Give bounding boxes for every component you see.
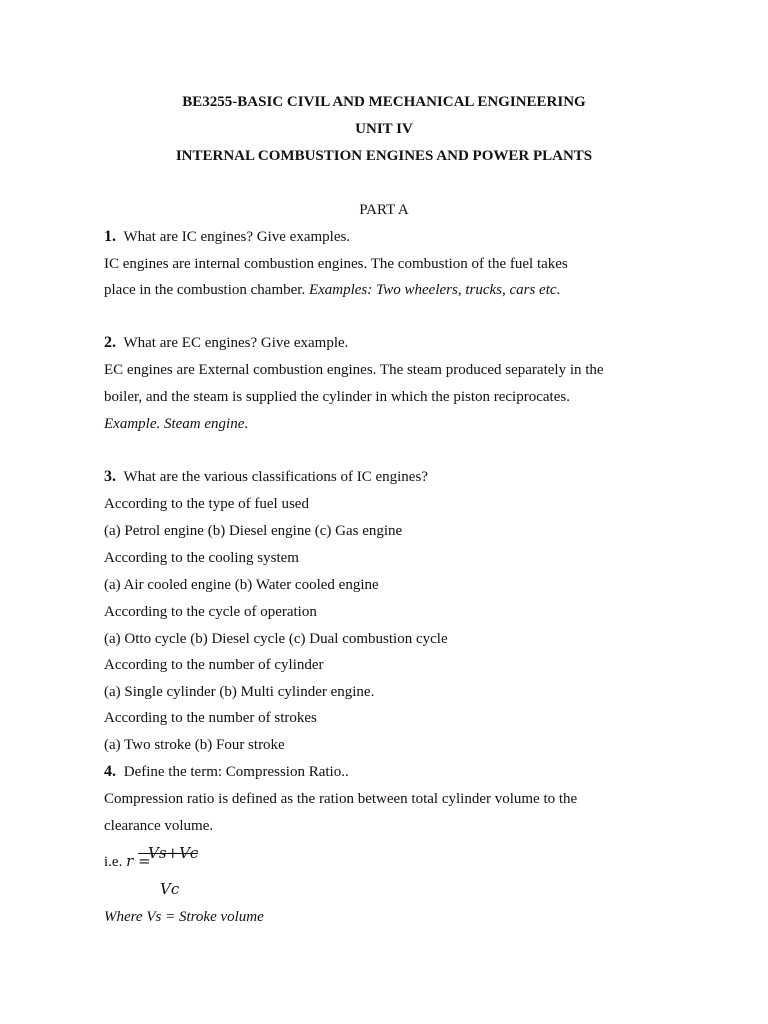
topic-title: INTERNAL COMBUSTION ENGINES AND POWER PLANTS	[175, 148, 593, 164]
classification-line: (a) Two stroke (b) Four stroke	[104, 737, 285, 753]
answer-2-line-1: EC engines are External combustion engines. The steam produced separately in the	[104, 362, 604, 378]
question-number: 2.	[104, 334, 116, 351]
answer-1-line-1: IC engines are internal combustion engines. The combustion of the fuel takes	[104, 256, 568, 272]
answer-text: place in the combustion chamber.	[104, 282, 309, 298]
period: .	[556, 282, 561, 298]
question-4	[104, 762, 349, 782]
answer-4-line-1: Compression ratio is defined as the ration between total cylinder volume to the	[104, 791, 578, 807]
classification-line: According to the type of fuel used	[104, 496, 309, 512]
examples-text: Examples: Two wheelers, trucks, cars etc	[308, 282, 557, 298]
classification-line: According to the number of cylinder	[104, 657, 324, 673]
classification-line: (a) Air cooled engine (b) Water cooled engine	[104, 577, 379, 593]
question-text: What are IC engines? Give examples.	[123, 229, 351, 245]
question-text: What are the various classifications of IC engines?	[123, 469, 428, 485]
classification-line: According to the cooling system	[104, 550, 299, 566]
formula-numerator: Vs+Vc	[148, 844, 199, 862]
where-definition: Where Vs = Stroke volume	[104, 909, 264, 925]
classification-line: (a) Single cylinder (b) Multi cylinder engine.	[104, 684, 375, 700]
question-number: 4.	[104, 763, 116, 780]
part-heading: PART A	[359, 202, 409, 218]
period: .	[244, 416, 249, 432]
course-title: BE3255-BASIC CIVIL AND MECHANICAL ENGINEERING	[182, 94, 586, 110]
question-text: Define the term: Compression Ratio..	[123, 764, 349, 780]
answer-2-line-3	[104, 414, 248, 434]
example-text: Example. Steam engine	[104, 416, 245, 432]
question-number: 1.	[104, 228, 116, 245]
answer-2-line-2: boiler, and the steam is supplied the cylinder in which the piston reciprocates.	[104, 389, 570, 405]
answer-1-line-2	[104, 280, 560, 300]
formula-denominator: Vc	[160, 880, 180, 898]
classification-line: According to the cycle of operation	[104, 604, 317, 620]
classification-line: (a) Petrol engine (b) Diesel engine (c) Gas engine	[104, 523, 403, 539]
formula-lhs: r =	[126, 852, 151, 870]
question-text: What are EC engines? Give example.	[123, 335, 349, 351]
answer-4-line-2: clearance volume.	[104, 818, 214, 834]
unit-title: UNIT IV	[355, 121, 413, 137]
question-number: 3.	[104, 468, 116, 485]
classification-line: According to the number of strokes	[104, 710, 317, 726]
question-3	[104, 467, 428, 487]
question-1	[104, 227, 350, 247]
classification-line: (a) Otto cycle (b) Diesel cycle (c) Dual combustion cycle	[104, 631, 448, 647]
formula-line	[104, 851, 151, 872]
formula-prefix: i.e.	[104, 854, 127, 870]
question-2	[104, 333, 348, 353]
fraction-bar	[138, 853, 198, 854]
